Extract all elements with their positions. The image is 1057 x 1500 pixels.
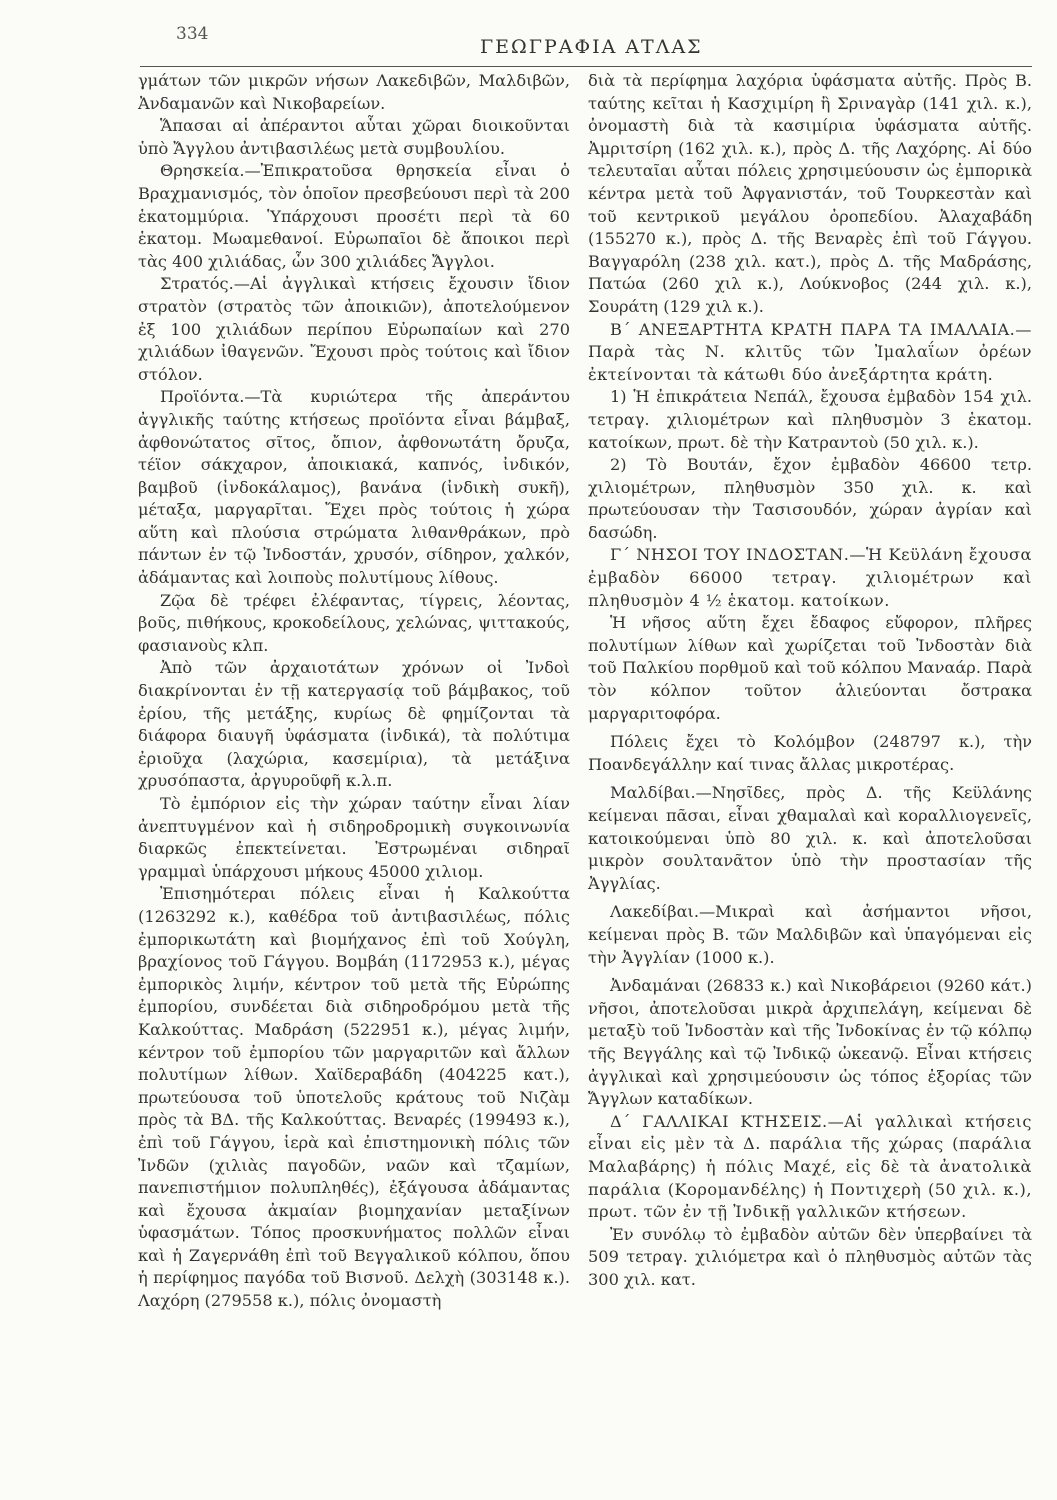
page-header bbox=[140, 24, 1032, 72]
paragraph-religion: Θρησκεία.—Ἐπικρατοῦσα θρησκεία εἶναι ὁ Βραχμανισμός, τὸν ὁποῖον πρεσβεύουσι περὶ τὰ 200 ἑκατομμύρια. Ὑπάρχουσι προσέτι περὶ τὰ 60 ἑκατομ. Μωαμεθανοί. Εὐρωπαῖοι δὲ ἄποικοι περὶ τὰς 400 χιλιάδας, ὧν 300 χιλιάδες Ἄγγλοι. bbox=[138, 161, 570, 271]
paragraph-trade: Τὸ ἐμπόριον εἰς τὴν χώραν ταύτην εἶναι λίαν ἀνεπτυγμένον καὶ ἡ σιδηροδρομικὴ συγκοινωνία διαρκῶς ἐπεκτείνεται. Ἐστρωμέναι σιδηραῖ γραμμαὶ ὑπάρχουσι μήκους 45000 χιλιομ. bbox=[138, 794, 570, 881]
paragraph-ceylon: Ἡ νῆσος αὕτη ἔχει ἔδαφος εὔφορον, πλῆρες πολυτίμων λίθων καὶ χωρίζεται τοῦ Ἰνδοστὰν διὰ τοῦ Παλκίου πορθμοῦ καὶ τοῦ κόλπου Μαναάρ. Παρὰ τὸν κόλπον τοῦτον ἁλιεύονται ὄστρακα μαργαριτοφόρα. bbox=[588, 613, 1032, 723]
paragraph-army: Στρατός.—Αἱ ἀγγλικαὶ κτήσεις ἔχουσιν ἴδιον στρατὸν (στρατὸς τῶν ἀποικιῶν), ἀποτελούμενον ἐξ 100 χιλιάδων περίπου Εὐρωπαίων καὶ 270 χιλιάδων ἰθαγενῶν. Ἔχουσι πρὸς τούτοις καὶ ἴδιον στόλον. bbox=[138, 274, 570, 384]
paragraph: Ἅπασαι αἱ ἀπέραντοι αὗται χῶραι διοικοῦνται ὑπὸ Ἄγγλου ἀντιβασιλέως μετὰ συμβουλίου. bbox=[138, 116, 570, 158]
section-french: Δ΄ ΓΑΛΛΙΚΑΙ ΚΤΗΣΕΙΣ.—Αἱ γαλλικαὶ κτήσεις εἶναι εἰς μὲν τὰ Δ. παράλια τῆς χώρας (παράλια Μαλαβάρης) ἡ πόλις Μαχέ, εἰς δὲ τὰ ἀνατολικὰ παράλια (Κορομανδέλης) ἡ Ποντιχερὴ (50 χιλ. κ.), πρωτ. τῶν ἐν τῇ Ἰνδικῇ γαλλικῶν κτήσεων. bbox=[588, 1111, 1032, 1222]
page-number: 334 bbox=[176, 24, 209, 44]
left-column bbox=[138, 70, 570, 1313]
paragraph-bhutan: 2) Τὸ Βουτάν, ἔχον ἐμβαδὸν 46600 τετρ. χιλιομέτρων, πληθυσμὸν 350 χιλ. κ. καὶ πρωτεύουσαν τὴν Τασισουδόν, χώραν ἀγρίαν καὶ δασώδη. bbox=[588, 455, 1032, 542]
paragraph-laccadives: Λακεδίβαι.—Μικραὶ καὶ ἀσήμαντοι νῆσοι, κείμεναι πρὸς Β. τῶν Μαλδιβῶν καὶ ὑπαγόμεναι εἰς τὴν Ἀγγλίαν (1000 κ.). bbox=[588, 902, 1032, 967]
paragraph: γμάτων τῶν μικρῶν νήσων Λακεδιβῶν, Μαλδιβῶν, Ἀνδαμανῶν καὶ Νικοβαρείων. bbox=[138, 71, 570, 113]
paragraph-products: Προϊόντα.—Τὰ κυριώτερα τῆς ἀπεράντου ἀγγλικῆς ταύτης κτήσεως προϊόντα εἶναι βάμβαξ, ἀφθονώτατος σῖτος, ὄπιον, ἀφθονωτάτη ὄρυζα, τέϊον σάκχαρον, ἀποικιακά, καπνός, ἰνδικόν, βαμβοῦ (ἰνδοκάλαμος), βανάνα (ἰνδικὴ συκῆ), μέταξα, μαργαρῖται. Ἔχει πρὸς τούτοις ἡ χώρα αὕτη καὶ πλούσια στρώματα λιθανθράκων, πρὸ πάντων ἐν τῷ Ἰνδοστάν, χρυσόν, σίδηρον, χαλκόν, ἀδάμαντας καὶ λοιποὺς πολυτίμους λίθους. bbox=[138, 387, 570, 588]
section-islands: Γ΄ ΝΗΣΟΙ ΤΟΥ ΙΝΔΟΣΤΑΝ.—Ἡ Κεϋλάνη ἔχουσα ἐμβαδὸν 66000 τετραγ. χιλιομέτρων καὶ πληθυσμὸν 4 ½ ἑκατομ. κατοίκων. bbox=[588, 545, 1032, 610]
paragraph-maldives: Μαλδίβαι.—Νησῖδες, πρὸς Δ. τῆς Κεϋλάνης κείμεναι πᾶσαι, εἶναι χθαμαλαὶ καὶ κοραλλιογενεῖς, κατοικούμεναι ὑπὸ 80 χιλ. κ. καὶ ἀποτελοῦσαι μικρὸν σουλτανᾶτον ὑπὸ τὴν προστασίαν τῆς Ἀγγλίας. bbox=[588, 783, 1032, 893]
paragraph-andaman: Ἀνδαμάναι (26833 κ.) καὶ Νικοβάρειοι (9260 κάτ.) νῆσοι, ἀποτελοῦσαι μικρὰ ἀρχιπελάγη, κείμεναι δὲ μεταξὺ τοῦ Ἰνδοστὰν καὶ τῆς Ἰνδοκίνας ἐν τῷ κόλπῳ τῆς Βεγγάλης καὶ τῷ Ἰνδικῷ ὠκεανῷ. Εἶναι κτήσεις ἀγγλικαὶ καὶ χρησιμεύουσιν ὡς τόπος ἐξορίας τῶν Ἄγγλων καταδίκων. bbox=[588, 976, 1032, 1109]
header-rule bbox=[140, 66, 1032, 67]
right-column bbox=[588, 70, 1032, 1291]
paragraph-ceylon-cities: Πόλεις ἔχει τὸ Κολόμβον (248797 κ.), τὴν Ποανδεγάλλην καί τινας ἄλλας μικροτέρας. bbox=[588, 732, 1032, 774]
running-title: ΓΕΩΓΡΑΦΙΑ ΑΤΛΑΣ bbox=[480, 36, 703, 58]
paragraph: διὰ τὰ περίφημα λαχόρια ὑφάσματα αὐτῆς. Πρὸς Β. ταύτης κεῖται ἡ Κασχιμίρη ἢ Σριναγὰρ (141 χιλ. κ.), ὀνομαστὴ διὰ τὰ κασιμίρια ὑφάσματα αὐτῆς. Ἀμριτσίρη (162 χιλ. κ.), πρὸς Δ. τῆς Λαχόρης. Αἱ δύο τελευταῖαι αὗται πόλεις χρησιμεύουσιν ὡς ἐμπορικὰ κέντρα μετὰ τοῦ Ἀφγανιστάν, τοῦ Τουρκεστὰν καὶ τοῦ κεντρικοῦ μεγάλου ὀροπεδίου. Ἀλαχαβάδη (155270 κ.), πρὸς Δ. τῆς Βεναρὲς ἐπὶ τοῦ Γάγγου. Βαγγαρόλη (238 χιλ. κατ.), πρὸς Δ. τῆς Μαδράσης, Πατώα (260 χιλ κ.), Λούκνοβος (244 χιλ. κ.), Σουράτη (129 χιλ κ.). bbox=[588, 71, 1032, 316]
paragraph-cities: Ἐπισημότεραι πόλεις εἶναι ἡ Καλκούττα (1263292 κ.), καθέδρα τοῦ ἀντιβασιλέως, πόλις ἐμπορικωτάτη καὶ βιομήχανος ἐπὶ τοῦ Χούγλη, βραχίονος τοῦ Γάγγου. Βομβάη (1172953 κ.), μέγας ἐμπορικὸς λιμήν, κέντρον τοῦ μετὰ τῆς Εὐρώπης ἐμπορίου, συνδέεται διὰ σιδηροδρόμου μετὰ τῆς Καλκούττας. Μαδράση (522951 κ.), μέγας λιμήν, κέντρον τοῦ ἐμπορίου τῶν μαργαριτῶν καὶ ἄλλων πολυτίμων λίθων. Χαϊδεραβάδη (404225 κατ.), πρωτεύουσα τοῦ ὑποτελοῦς κράτους τοῦ Νιζὰμ πρὸς τὰ ΒΔ. τῆς Καλκούττας. Βεναρές (199493 κ.), ἐπὶ τοῦ Γάγγου, ἱερὰ καὶ ἐπιστημονικὴ πόλις τῶν Ἰνδῶν (χιλιὰς παγοδῶν, ναῶν καὶ τζαμίων, πανεπιστήμιον πολυπληθές), ἐξάγουσα ἀδάμαντας καὶ ἔχουσα ἀκμαίαν βιομηχανίαν μεταξίνων ὑφασμάτων. Τόπος προσκυνήματος πολλῶν εἶναι καὶ ἡ Ζαγερνάθη ἐπὶ τοῦ Βεγγαλικοῦ κόλπου, ὅπου ἡ περίφημος παγόδα τοῦ Βισνοῦ. Δελχὴ (303148 κ.). Λαχόρη (279558 κ.), πόλις ὀνομαστὴ bbox=[138, 884, 570, 1311]
paragraph-nepal: 1) Ἡ ἐπικράτεια Νεπάλ, ἔχουσα ἐμβαδὸν 154 χιλ. τετραγ. χιλιομέτρων καὶ πληθυσμὸν 3 ἑκατομ. κατοίκων, πρωτ. δὲ τὴν Κατραντοὺ (50 χιλ. κ.). bbox=[588, 387, 1032, 452]
paragraph-animals: Ζῷα δὲ τρέφει ἐλέφαντας, τίγρεις, λέοντας, βοῦς, πιθήκους, κροκοδείλους, χελώνας, ψιττακούς, φασιανοὺς κλπ. bbox=[138, 590, 570, 655]
paragraph-crafts: Ἀπὸ τῶν ἀρχαιοτάτων χρόνων οἱ Ἰνδοὶ διακρίνονται ἐν τῇ κατεργασίᾳ τοῦ βάμβακος, τοῦ ἐρίου, τῆς μετάξης, κυρίως δὲ φημίζονται τὰ διάφορα διαυγῆ ὑφάσματα (ἰνδικά), τὰ πολύτιμα ἐριοῦχα (λαχώρια, κασεμίρια), τὰ μετάξινα χρυσόπαστα, ἀργυροῦφῆ κ.λ.π. bbox=[138, 658, 570, 791]
paragraph-french-total: Ἐν συνόλῳ τὸ ἐμβαδὸν αὐτῶν δὲν ὑπερβαίνει τὰ 509 τετραγ. χιλιόμετρα καὶ ὁ πληθυσμὸς αὐτῶν τὰς 300 χιλ. κατ. bbox=[588, 1224, 1032, 1289]
section-independent-states: Β΄ ΑΝΕΞΑΡΤΗΤΑ ΚΡΑΤΗ ΠΑΡΑ ΤΑ ΙΜΑΛΑΙΑ.—Παρὰ τὰς Ν. κλιτῦς τῶν Ἰμαλαΐων ὀρέων ἐκτείνονται τὰ κάτωθι δύο ἀνεξάρτητα κράτη. bbox=[588, 319, 1032, 384]
